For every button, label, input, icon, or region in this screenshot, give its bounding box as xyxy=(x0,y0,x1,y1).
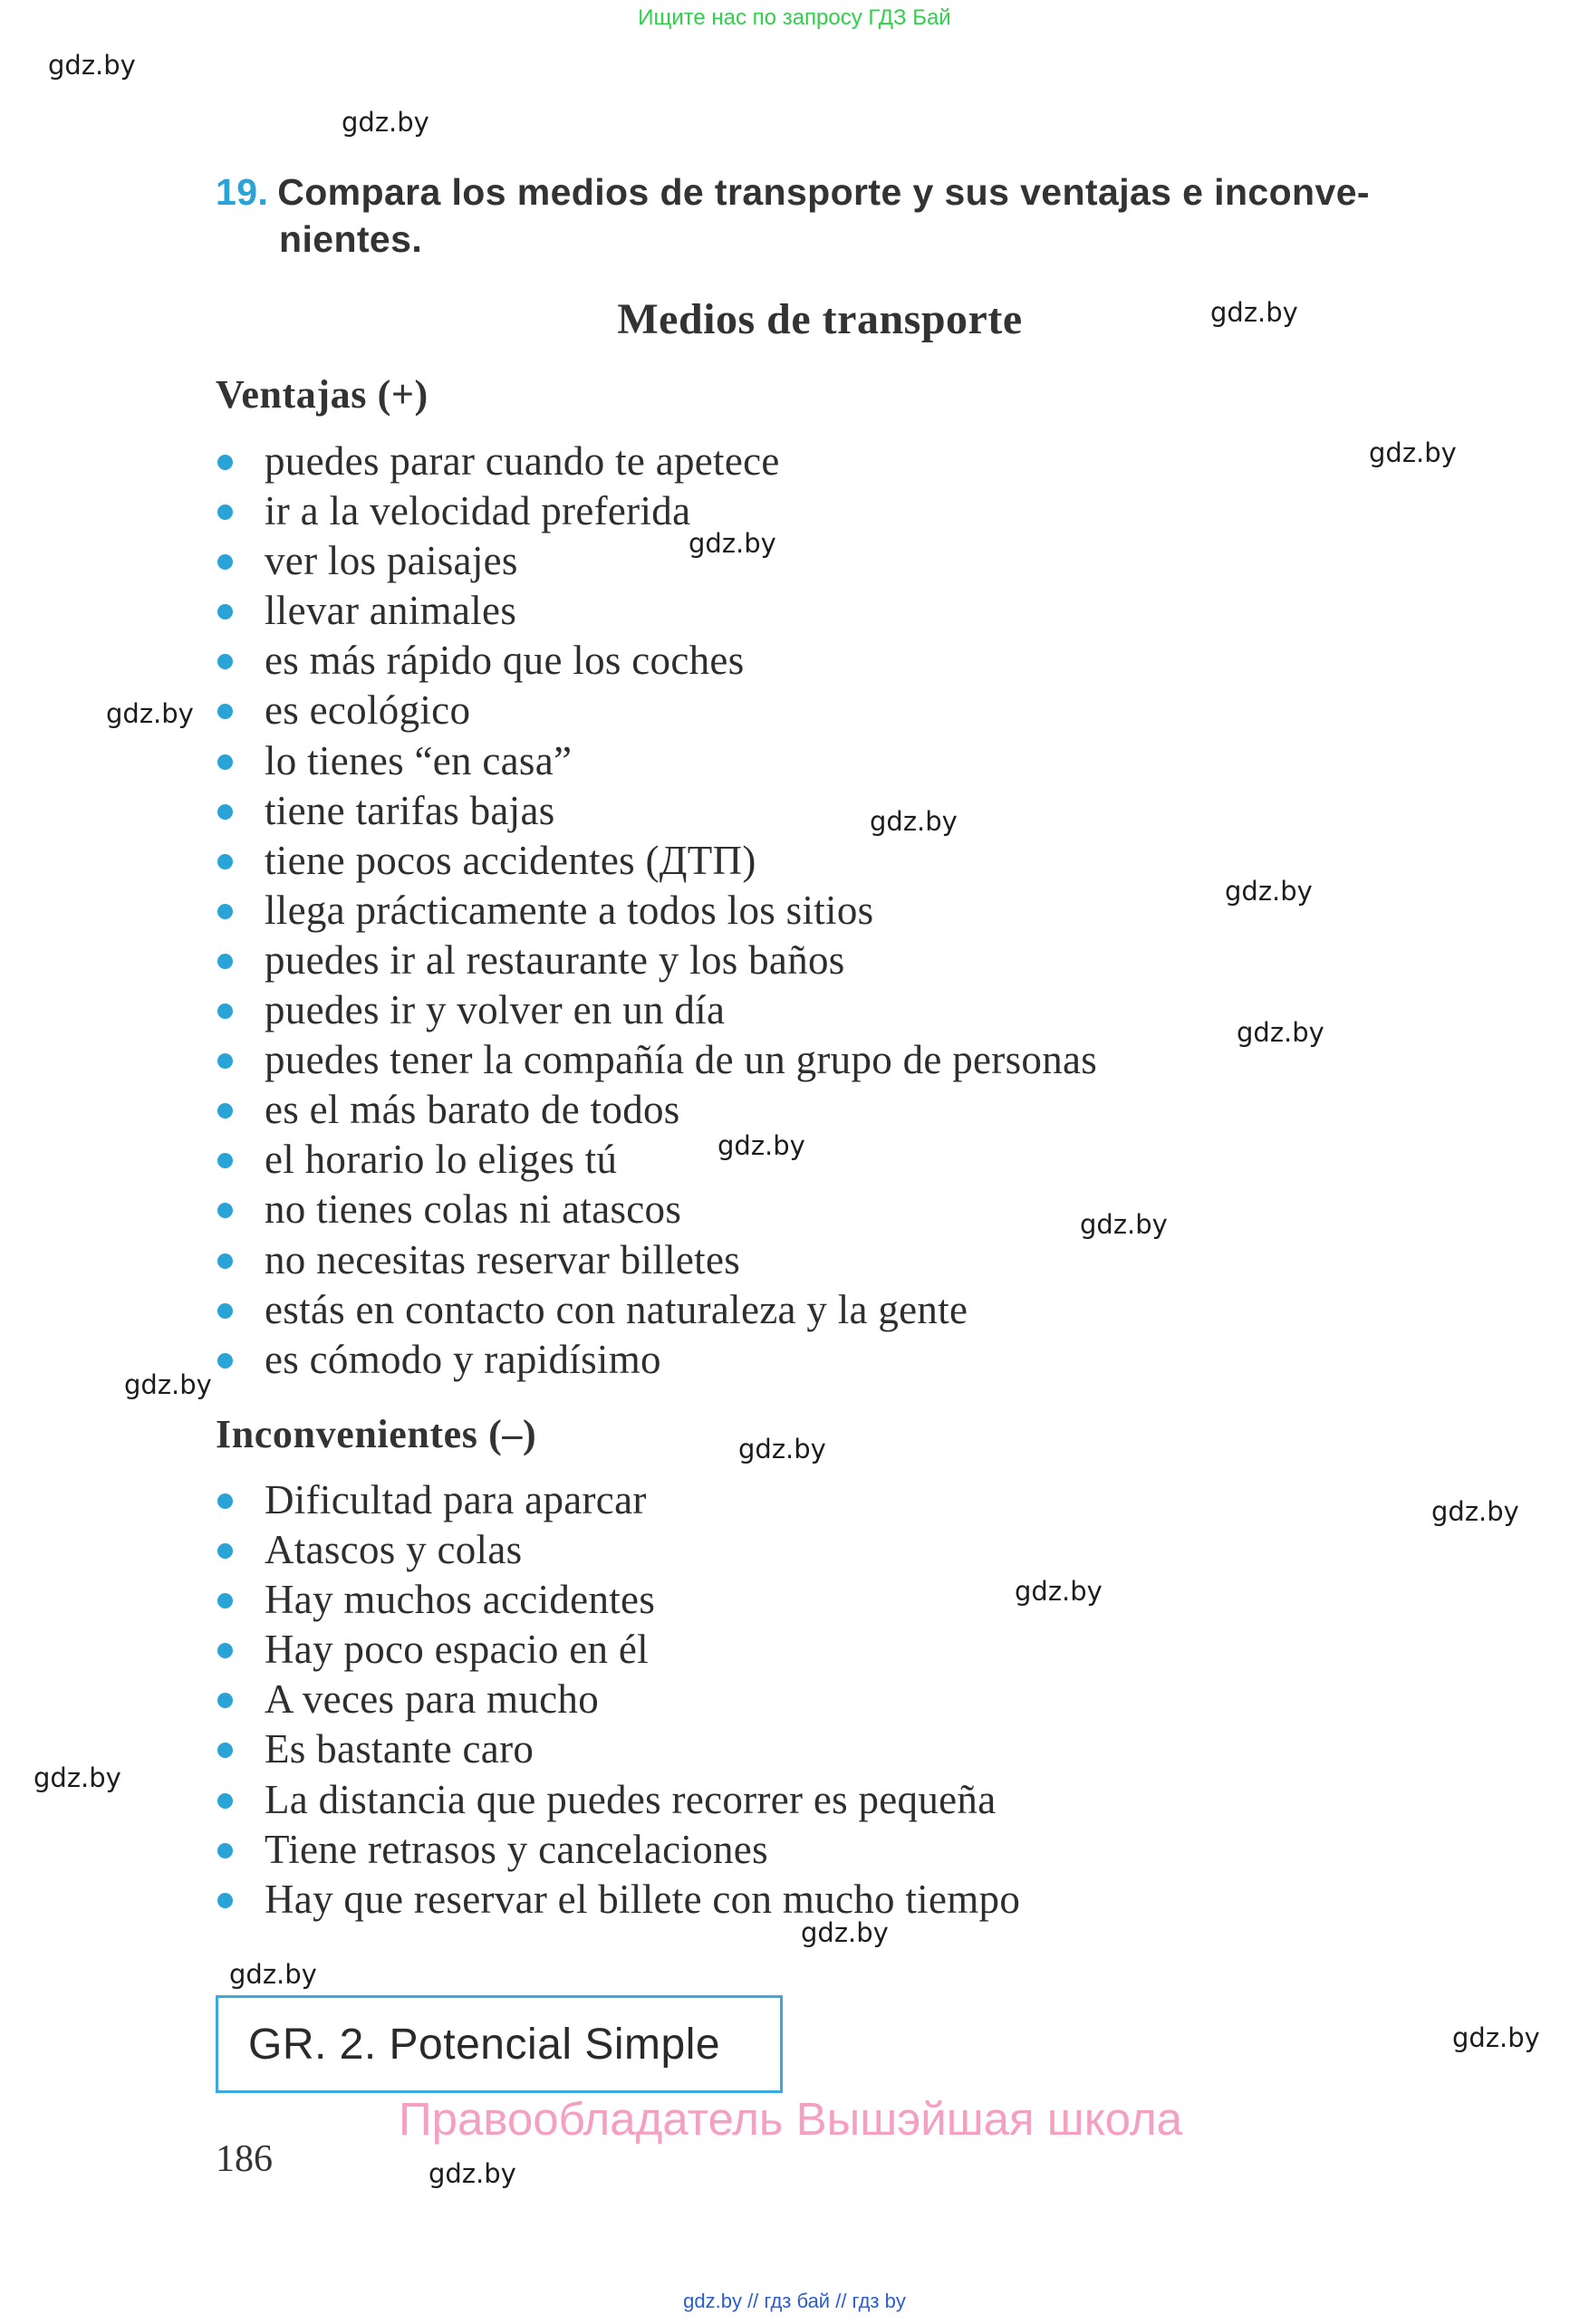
list-item: llega prácticamente a todos los sitios xyxy=(216,886,1097,936)
ventajas-heading: Ventajas (+) xyxy=(216,372,429,417)
watermark: gdz.by xyxy=(1015,1576,1103,1607)
grammar-section-box xyxy=(216,1995,783,2093)
list-item: estás en contacto con naturaleza y la gente xyxy=(216,1285,1097,1335)
list-item: puedes ir al restaurante y los baños xyxy=(216,936,1097,985)
bullet-icon xyxy=(217,554,233,570)
watermark: gdz.by xyxy=(801,1917,889,1948)
watermark: gdz.by xyxy=(48,50,136,81)
bullet-icon xyxy=(217,804,233,820)
bullet-icon xyxy=(217,1253,233,1269)
bullet-icon xyxy=(217,1053,233,1069)
bullet-icon xyxy=(217,1004,233,1019)
ventajas-list xyxy=(216,437,1097,1385)
watermark: gdz.by xyxy=(689,528,776,559)
list-item: puedes ir y volver en un día xyxy=(216,985,1097,1035)
exercise-text-line2: nientes. xyxy=(279,218,423,260)
list-item: ver los paisajes xyxy=(216,536,1097,586)
list-item: es el más barato de todos xyxy=(216,1085,1097,1135)
bullet-icon xyxy=(217,904,233,919)
watermark: gdz.by xyxy=(342,107,429,138)
watermark: gdz.by xyxy=(124,1369,212,1400)
list-item: llevar animales xyxy=(216,586,1097,636)
list-item: A veces para mucho xyxy=(216,1675,1020,1724)
list-item: Hay que reservar el billete con mucho tiempo xyxy=(216,1875,1020,1925)
bullet-icon xyxy=(217,754,233,770)
footer-links: gdz.by // гдз бай // гдз by xyxy=(683,2290,906,2312)
list-item: es ecológico xyxy=(216,686,1097,735)
bullet-icon xyxy=(217,1593,233,1609)
bullet-icon xyxy=(217,1693,233,1708)
list-item: tiene pocos accidentes (ДТП) xyxy=(216,836,1097,886)
list-item: es más rápido que los coches xyxy=(216,636,1097,686)
exercise-text-line1: Compara los medios de transporte y sus ventajas e inconve- xyxy=(277,171,1370,213)
bullet-icon xyxy=(217,654,233,669)
list-item: el horario lo eliges tú xyxy=(216,1135,1097,1185)
bullet-icon xyxy=(217,1743,233,1758)
bullet-icon xyxy=(217,1543,233,1559)
watermark: gdz.by xyxy=(717,1130,805,1161)
watermark: gdz.by xyxy=(34,1762,121,1793)
bullet-icon xyxy=(217,455,233,470)
bullet-icon xyxy=(217,604,233,619)
bullet-icon xyxy=(217,1793,233,1809)
list-item: Es bastante caro xyxy=(216,1724,1020,1774)
watermark: gdz.by xyxy=(1452,2022,1540,2053)
watermark: gdz.by xyxy=(429,2158,516,2189)
watermark: gdz.by xyxy=(229,1959,317,1990)
bullet-icon xyxy=(217,704,233,719)
watermark: gdz.by xyxy=(738,1434,826,1465)
exercise-number: 19. xyxy=(216,171,269,213)
header-banner: Ищите нас по запросу ГДЗ Бай xyxy=(638,5,951,30)
bullet-icon xyxy=(217,954,233,969)
watermark: gdz.by xyxy=(1210,297,1298,328)
list-item: tiene tarifas bajas xyxy=(216,786,1097,836)
list-item: lo tienes “en casa” xyxy=(216,736,1097,786)
bullet-icon xyxy=(217,1893,233,1908)
bullet-icon xyxy=(217,1843,233,1858)
rights-holder-notice: Правообладатель Вышэйшая школа xyxy=(399,2093,1182,2145)
list-item: es cómodo y rapidísimo xyxy=(216,1335,1097,1385)
list-item: no tienes colas ni atascos xyxy=(216,1185,1097,1234)
bullet-icon xyxy=(217,1103,233,1119)
watermark: gdz.by xyxy=(1080,1209,1168,1240)
bullet-icon xyxy=(217,1643,233,1658)
bullet-icon xyxy=(217,1153,233,1168)
list-item: Hay muchos accidentes xyxy=(216,1575,1020,1625)
page-number: 186 xyxy=(216,2138,273,2180)
inconvenientes-heading: Inconvenientes (–) xyxy=(216,1412,537,1456)
exercise-heading xyxy=(216,168,1430,263)
bullet-icon xyxy=(217,1493,233,1509)
list-item: La distancia que puedes recorrer es pequeña xyxy=(216,1775,1020,1825)
watermark: gdz.by xyxy=(1431,1496,1519,1527)
grammar-section-title: GR. 2. Potencial Simple xyxy=(248,2020,721,2069)
list-item: puedes tener la compañía de un grupo de personas xyxy=(216,1035,1097,1085)
bullet-icon xyxy=(217,1203,233,1218)
bullet-icon xyxy=(217,854,233,869)
bullet-icon xyxy=(217,504,233,520)
list-item: ir a la velocidad preferida xyxy=(216,486,1097,536)
section-title: Medios de transporte xyxy=(617,295,1023,343)
bullet-icon xyxy=(217,1303,233,1319)
list-item: puedes parar cuando te apetece xyxy=(216,437,1097,486)
list-item: Tiene retrasos y cancelaciones xyxy=(216,1825,1020,1875)
watermark: gdz.by xyxy=(870,806,958,837)
watermark: gdz.by xyxy=(1369,437,1457,468)
watermark: gdz.by xyxy=(106,698,194,729)
watermark: gdz.by xyxy=(1237,1017,1324,1048)
list-item: Atascos y colas xyxy=(216,1525,1020,1575)
list-item: no necesitas reservar billetes xyxy=(216,1235,1097,1285)
watermark: gdz.by xyxy=(1225,876,1313,907)
list-item: Dificultad para aparcar xyxy=(216,1475,1020,1525)
list-item: Hay poco espacio en él xyxy=(216,1625,1020,1675)
inconvenientes-list xyxy=(216,1475,1020,1925)
bullet-icon xyxy=(217,1353,233,1368)
